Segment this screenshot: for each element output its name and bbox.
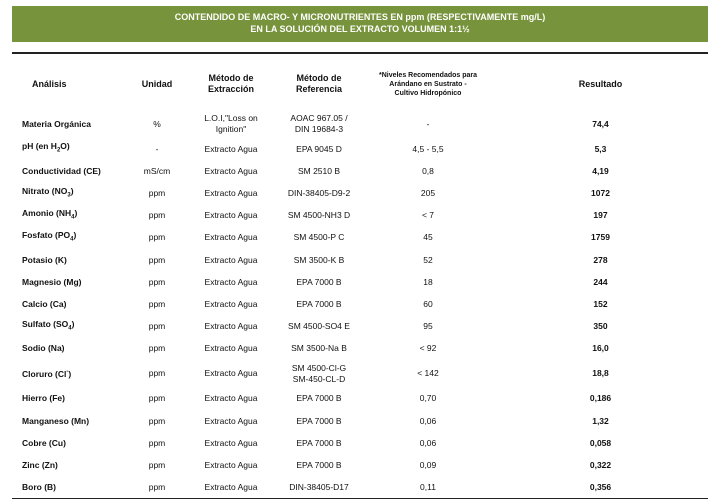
analysis-name-text: Materia Orgánica (22, 118, 91, 129)
unit-cell (127, 271, 187, 293)
unit-cell (127, 477, 187, 499)
extraction-method-cell (187, 249, 275, 271)
analysis-name-suffix: ) (70, 185, 74, 196)
reference-method-cell (275, 249, 363, 271)
table-row (12, 182, 708, 204)
result-value: 278 (593, 254, 608, 265)
table-row (12, 249, 708, 271)
unit-cell (127, 360, 187, 388)
analysis-name-text: Sodio (Na) (22, 343, 65, 354)
extraction-method-line: Extracto Agua (204, 298, 258, 309)
extraction-method-cell (187, 227, 275, 249)
result-cell (493, 138, 708, 160)
reference-method-line: SM 3500-K B (293, 254, 345, 265)
extraction-method-line: Extracto Agua (204, 232, 258, 243)
unit-text: % (153, 118, 161, 129)
unit-text: ppm (148, 210, 166, 221)
result-cell (493, 338, 708, 360)
reference-method-line: EPA 7000 B (296, 276, 342, 287)
result-cell (493, 432, 708, 454)
recommended-level-text: 18 (423, 276, 433, 287)
unit-text: ppm (148, 415, 166, 426)
extraction-method-line: Extracto Agua (204, 165, 258, 176)
analysis-name-text: Calcio (Ca) (22, 298, 67, 309)
result-cell (493, 271, 708, 293)
result-cell (493, 182, 708, 204)
analysis-name (12, 271, 127, 293)
analysis-name-text: Cloruro (Cl (22, 369, 67, 380)
analysis-name (12, 138, 127, 160)
recommended-level-text: < 7 (421, 210, 435, 221)
analysis-name-subscript: 2 (56, 147, 61, 154)
table-header-row (12, 58, 708, 110)
analysis-name-text: pH (en H (22, 141, 57, 152)
unit-cell (127, 454, 187, 476)
result-cell (493, 454, 708, 476)
nutrient-table (12, 58, 708, 499)
analysis-name-suffix: ) (68, 369, 72, 380)
table-row (12, 271, 708, 293)
reference-method-cell (275, 388, 363, 410)
result-cell (493, 110, 708, 138)
extraction-method-cell (187, 293, 275, 315)
recommended-level-text: 0,70 (419, 393, 437, 404)
analysis-name-text: Cobre (Cu) (22, 437, 66, 448)
unit-text: ppm (148, 276, 166, 287)
reference-method-cell (275, 138, 363, 160)
unit-text: ppm (148, 460, 166, 471)
header-analisis: Análisis (32, 78, 67, 89)
reference-method-line: SM 4500-SO4 E (288, 321, 350, 332)
analysis-name-text: Nitrato (NO (22, 185, 68, 196)
recommended-level-cell (363, 227, 493, 249)
extraction-method-line: Extracto Agua (204, 276, 258, 287)
unit-cell (127, 388, 187, 410)
recommended-level-cell (363, 182, 493, 204)
extraction-method-cell (187, 182, 275, 204)
recommended-level-cell (363, 338, 493, 360)
result-cell (493, 360, 708, 388)
header-resultado: Resultado (578, 78, 623, 89)
unit-text: ppm (148, 187, 166, 198)
table-row (12, 205, 708, 227)
recommended-level-cell (363, 249, 493, 271)
result-value: 1,32 (592, 415, 609, 426)
unit-cell (127, 410, 187, 432)
recommended-level-cell (363, 432, 493, 454)
header-niveles (363, 58, 493, 110)
analysis-name (12, 205, 127, 227)
table-row (12, 138, 708, 160)
result-value: 0,186 (589, 393, 612, 404)
recommended-level-cell (363, 454, 493, 476)
extraction-method-cell (187, 454, 275, 476)
unit-text: mS/cm (143, 165, 171, 176)
result-cell (493, 388, 708, 410)
result-value: 244 (593, 276, 608, 287)
recommended-level-cell (363, 110, 493, 138)
reference-method-cell (275, 227, 363, 249)
table-row (12, 477, 708, 499)
table-row (12, 388, 708, 410)
reference-method-line: SM 3500-Na B (291, 343, 347, 354)
extraction-method-line: Extracto Agua (204, 210, 258, 221)
table-top-rule (12, 52, 708, 54)
extraction-method-cell (187, 477, 275, 499)
result-value: 0,322 (589, 460, 612, 471)
recommended-level-text: 0,06 (419, 437, 437, 448)
unit-text: ppm (148, 437, 166, 448)
header-metodo-extraccion (187, 58, 275, 110)
extraction-method-line: Extracto Agua (204, 393, 258, 404)
reference-method-line: SM 4500-NH3 D (287, 210, 351, 221)
unit-cell (127, 338, 187, 360)
analysis-name-text: Sulfato (SO (22, 318, 69, 329)
unit-text: ppm (148, 232, 166, 243)
unit-text: ppm (148, 343, 166, 354)
reference-method-line: SM-450-CL-D (292, 373, 346, 384)
unit-cell (127, 316, 187, 338)
unit-cell (127, 160, 187, 182)
header-niveles-l3: Cultivo Hidropónico (394, 89, 462, 97)
extraction-method-line: Extracto Agua (204, 187, 258, 198)
recommended-level-text: < 142 (417, 368, 439, 379)
reference-method-cell (275, 182, 363, 204)
result-cell (493, 227, 708, 249)
report-title-banner (12, 6, 708, 42)
extraction-method-line: Extracto Agua (204, 460, 258, 471)
unit-text: ppm (148, 368, 166, 379)
analysis-name-text: Amonio (NH (22, 207, 72, 218)
table-row (12, 360, 708, 388)
reference-method-line: EPA 7000 B (296, 437, 342, 448)
reference-method-line: SM 2510 B (297, 165, 341, 176)
header-metodo-referencia-l1: Método de (296, 73, 342, 83)
analysis-name-suffix: ) (73, 230, 77, 240)
reference-method-line: EPA 9045 D (296, 143, 342, 154)
unit-cell (127, 432, 187, 454)
table-row (12, 432, 708, 454)
reference-method-cell (275, 477, 363, 499)
recommended-level-cell (363, 388, 493, 410)
reference-method-line: EPA 7000 B (296, 415, 342, 426)
analysis-name (12, 454, 127, 476)
analysis-name (12, 338, 127, 360)
unit-cell (127, 227, 187, 249)
result-value: 1759 (591, 232, 610, 243)
recommended-level-cell (363, 477, 493, 499)
analysis-name-text: Hierro (Fe) (22, 393, 65, 404)
result-value: 16,0 (592, 343, 609, 354)
extraction-method-cell (187, 432, 275, 454)
table-row (12, 454, 708, 476)
table-row (12, 293, 708, 315)
recommended-level-text: < 92 (419, 343, 437, 354)
result-cell (493, 410, 708, 432)
analysis-name-text: Magnesio (Mg) (22, 276, 82, 287)
unit-text: ppm (148, 393, 166, 404)
unit-text: - (155, 143, 159, 154)
reference-method-cell (275, 410, 363, 432)
header-metodo-extraccion-l1: Método de (208, 73, 254, 83)
recommended-level-cell (363, 410, 493, 432)
analysis-name (12, 316, 127, 338)
table-row (12, 410, 708, 432)
table-row (12, 338, 708, 360)
analysis-name-suffix: ) (74, 207, 78, 218)
analysis-name-suffix: O) (60, 141, 70, 152)
extraction-method-cell (187, 388, 275, 410)
result-value: 197 (593, 210, 608, 221)
extraction-method-line: Extracto Agua (204, 321, 258, 332)
extraction-method-cell (187, 205, 275, 227)
analysis-name-suffix: ) (71, 318, 75, 329)
analysis-name (12, 293, 127, 315)
extraction-method-cell (187, 360, 275, 388)
analysis-name-text: Potasio (K) (22, 254, 67, 265)
recommended-level-text: - (426, 118, 430, 129)
result-cell (493, 160, 708, 182)
unit-text: ppm (148, 481, 166, 492)
extraction-method-cell (187, 316, 275, 338)
unit-text: ppm (148, 298, 166, 309)
recommended-level-cell (363, 205, 493, 227)
reference-method-cell (275, 205, 363, 227)
extraction-method-cell (187, 160, 275, 182)
result-value: 5,3 (594, 143, 607, 154)
recommended-level-cell (363, 138, 493, 160)
analysis-name (12, 160, 127, 182)
reference-method-line: EPA 7000 B (296, 393, 342, 404)
header-metodo-referencia (275, 58, 363, 110)
result-value: 350 (593, 321, 608, 332)
analysis-name-text: Conductividad (CE) (22, 165, 101, 176)
reference-method-line: SM 4500-Cl-G (291, 362, 347, 373)
unit-cell (127, 138, 187, 160)
extraction-method-cell (187, 138, 275, 160)
reference-method-cell (275, 338, 363, 360)
analysis-name-text: Zinc (Zn) (22, 460, 58, 471)
title-line-2: EN LA SOLUCIÓN DEL EXTRACTO VOLUMEN 1:1½ (250, 24, 470, 34)
recommended-level-text: 4,5 - 5,5 (412, 143, 444, 154)
result-value: 0,356 (589, 481, 612, 492)
recommended-level-cell (363, 293, 493, 315)
recommended-level-text: 60 (423, 298, 433, 309)
unit-cell (127, 205, 187, 227)
analysis-name-subscript: 3 (67, 192, 71, 199)
analysis-name-text: Fosfato (PO (22, 230, 71, 240)
title-line-1: CONTENDIDO DE MACRO- Y MICRONUTRIENTES EN ppm (RESPECTIVAMENTE mg/L) (174, 12, 546, 22)
analysis-name (12, 182, 127, 204)
analysis-name-subscript: 4 (68, 325, 72, 332)
extraction-method-cell (187, 410, 275, 432)
result-cell (493, 316, 708, 338)
analysis-name (12, 360, 127, 388)
unit-cell (127, 110, 187, 138)
reference-method-line: DIN-38405-D9-2 (287, 187, 351, 198)
reference-method-line: EPA 7000 B (296, 298, 342, 309)
recommended-level-text: 0,09 (419, 460, 437, 471)
analysis-name (12, 249, 127, 271)
recommended-level-cell (363, 271, 493, 293)
table-row (12, 227, 708, 249)
analysis-name (12, 227, 127, 249)
result-value: 152 (593, 298, 608, 309)
reference-method-line: AOAC 967.05 / (290, 113, 348, 123)
extraction-method-line: Extracto Agua (204, 254, 258, 265)
recommended-level-text: 0,11 (420, 481, 436, 492)
unit-text: ppm (148, 321, 166, 332)
reference-method-cell (275, 110, 363, 138)
extraction-method-line: Extracto Agua (204, 481, 258, 492)
recommended-level-text: 0,8 (422, 165, 434, 176)
unit-cell (127, 293, 187, 315)
recommended-level-text: 205 (420, 187, 436, 198)
extraction-method-cell (187, 110, 275, 138)
table-row (12, 110, 708, 138)
result-value: 74,4 (592, 118, 609, 129)
table-body (12, 110, 708, 499)
result-value: 18,8 (592, 368, 609, 379)
extraction-method-line: Extracto Agua (204, 437, 258, 448)
recommended-level-cell (363, 360, 493, 388)
reference-method-cell (275, 360, 363, 388)
extraction-method-line: Extracto Agua (204, 343, 258, 354)
reference-method-cell (275, 160, 363, 182)
table-row (12, 160, 708, 182)
recommended-level-text: 95 (423, 321, 433, 332)
extraction-method-line: Ignition" (215, 124, 247, 134)
reference-method-cell (275, 316, 363, 338)
header-unidad: Unidad (141, 78, 173, 89)
result-value: 0,058 (589, 437, 612, 448)
result-cell (493, 293, 708, 315)
header-niveles-l1: *Niveles Recomendados para (378, 71, 478, 79)
extraction-method-cell (187, 271, 275, 293)
recommended-level-text: 45 (423, 232, 433, 243)
reference-method-line: SM 4500-P C (293, 232, 345, 243)
unit-cell (127, 249, 187, 271)
analysis-name (12, 110, 127, 138)
table-row (12, 316, 708, 338)
header-niveles-l2: Arándano en Sustrato - (389, 80, 467, 88)
extraction-method-line: L.O.I,"Loss on (204, 113, 258, 123)
reference-method-cell (275, 271, 363, 293)
reference-method-cell (275, 432, 363, 454)
result-cell (493, 205, 708, 227)
unit-cell (127, 182, 187, 204)
extraction-method-line: Extracto Agua (204, 368, 258, 379)
reference-method-line: EPA 7000 B (296, 460, 342, 471)
extraction-method-line: Extracto Agua (204, 143, 258, 154)
analysis-name (12, 388, 127, 410)
recommended-level-text: 52 (423, 254, 433, 265)
analysis-name-subscript: 4 (71, 214, 75, 221)
header-metodo-referencia-l2: Referencia (295, 84, 343, 94)
reference-method-cell (275, 454, 363, 476)
analysis-name (12, 477, 127, 499)
header-metodo-extraccion-l2: Extracción (207, 84, 255, 94)
result-cell (493, 477, 708, 499)
result-cell (493, 249, 708, 271)
extraction-method-cell (187, 338, 275, 360)
reference-method-line: DIN-38405-D17 (289, 481, 349, 492)
analysis-name-superscript: - (66, 369, 69, 376)
unit-text: ppm (148, 254, 166, 265)
reference-method-cell (275, 293, 363, 315)
analysis-name-text: Manganeso (Mn) (22, 415, 90, 426)
analysis-name-subscript: 4 (70, 236, 74, 243)
recommended-level-cell (363, 160, 493, 182)
recommended-level-text: 0,06 (419, 415, 437, 426)
reference-method-line: DIN 19684-3 (294, 124, 344, 134)
result-value: 1072 (591, 187, 610, 198)
analysis-name (12, 432, 127, 454)
recommended-level-cell (363, 316, 493, 338)
analysis-name-text: Boro (B) (22, 481, 56, 492)
analysis-name (12, 410, 127, 432)
extraction-method-line: Extracto Agua (204, 415, 258, 426)
result-value: 4,19 (592, 165, 609, 176)
